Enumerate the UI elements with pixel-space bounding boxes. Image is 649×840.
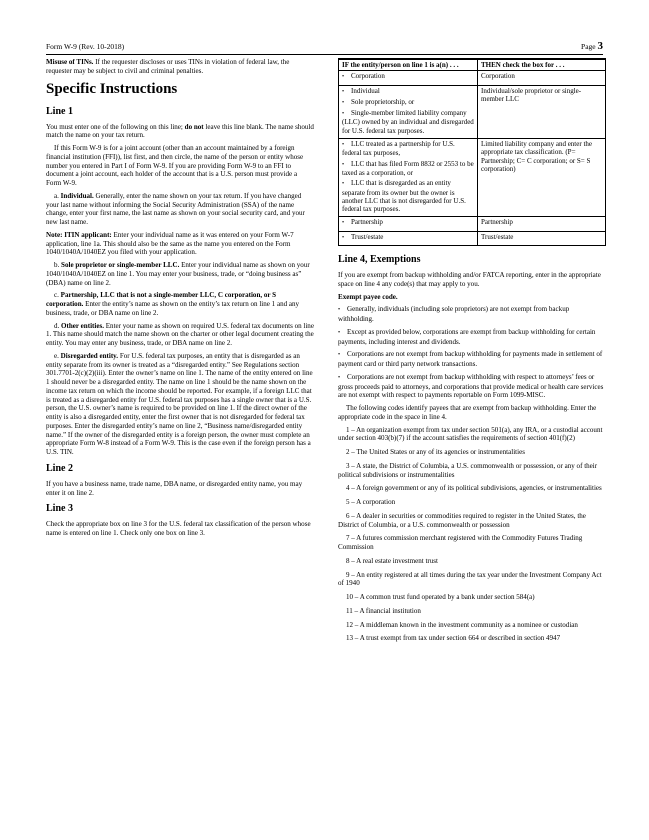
header-rule [46, 54, 603, 55]
line1-paragraph: You must enter one of the following on this line; do not leave this line blank. The name should match the name on your tax return. [46, 122, 314, 140]
list-item: • LLC that is disregarded as an entity separate from its owner but the owner is another LLC that is not disregarded for U.S. federal tax purposes. [342, 179, 474, 213]
specific-instructions-heading: Specific Instructions [46, 80, 178, 97]
table-header-checkbox: THEN check the box for . . . [478, 59, 606, 71]
itin-note-paragraph: Note: ITIN applicant: Enter your individual name as it was entered on your Form W-7 application, line 1a. This should also be the same as the name you entered on the Form 1040/1040A/1040EZ you filed with your application. [46, 230, 294, 257]
left-column [46, 58, 314, 542]
misuse-paragraph: Misuse of TINs. If the requester discloses or uses TINs in violation of federal law, the requester may be subject to civil and criminal penalties. [46, 58, 290, 75]
table-row: • Corporation Corporation [339, 71, 606, 85]
list-item: 10 – A common trust fund operated by a bank under section 584(a) [346, 593, 535, 602]
list-item: 9 – An entity registered at all times during the tax year under the Investment Company Act of 1940 [338, 570, 602, 588]
sole-proprietor-paragraph: b. Sole proprietor or single-member LLC. Enter your individual name as shown on your 1040/1040A/1040EZ on line 1. You may enter your business, trade, or “doing business as” (DBA) name on line 2. [46, 261, 310, 287]
right-column [338, 58, 606, 648]
page-number: Page 3 [581, 40, 603, 52]
exempt-codes-list [338, 426, 606, 644]
table-row: • Partnership Partnership [339, 217, 606, 231]
page-header [46, 40, 603, 54]
list-item: 3 – A state, the District of Columbia, a U.S. commonwealth or possession, or any of their political subdivisions or instrumentalities [338, 461, 598, 479]
line1-heading: Line 1 [46, 105, 73, 117]
list-item: • Partnership [342, 218, 474, 227]
codes-intro: The following codes identify payees that are exempt from backup withholding. Enter the appropriate code in the space in line 4. [338, 404, 597, 421]
form-label: Form W-9 (Rev. 10-2018) [46, 42, 125, 51]
list-item: 1 – An organization exempt from tax under section 501(a), any IRA, or a custodial account under section 403(b)(7) if the account satisfies the requirements of section 401(f)(2) [338, 425, 603, 443]
table-row: • LLC treated as a partnership for U.S. federal tax purposes, • LLC that has filed Form 8832 or 2553 to be taxed as a corporation, or • LLC that is disregarded as an entity separate from its owner but the owner is another LLC that is not disregarded for U.S. federal tax purposes. Limited liability company and enter the appropriate tax classification. (P= Partnership; C= C corporation; or S= S corporation) [339, 139, 606, 217]
line2-paragraph: If you have a business name, trade name, DBA name, or disregarded entity name, you may enter it on line 2. [46, 479, 303, 497]
list-item: • Generally, individuals (including sole proprietors) are not exempt from backup withholding. [338, 305, 606, 324]
list-item: • Single-member limited liability company (LLC) owned by an individual and disregarded for U.S. federal tax purposes. [342, 109, 474, 135]
entity-classification-table [338, 58, 606, 246]
list-item: 7 – A futures commission merchant registered with the Commodity Futures Trading Commission [338, 534, 583, 552]
joint-account-paragraph: If this Form W-9 is for a joint account (other than an account maintained by a foreign financial institution (FFI)), list first, and then circle, the name of the person or entity whose number you entered in Part I of Form W-9. If you are providing Form W-9 to an FFI to document a joint account, each holder of the account that is a U.S. person must provide a Form W-9. [46, 144, 304, 187]
list-item: 2 – The United States or any of its agencies or instrumentalities [346, 448, 525, 457]
list-item: • LLC treated as a partnership for U.S. federal tax purposes, [342, 140, 474, 158]
list-item: • Corporations are not exempt from backup withholding for payments made in settlement of payment card or third party network transactions. [338, 350, 606, 369]
list-item: 6 – A dealer in securities or commodities required to register in the United States, the District of Columbia, or a U.S. commonwealth or possession [338, 511, 586, 529]
list-item: 12 – A middleman known in the investment community as a nominee or custodian [346, 620, 578, 629]
exempt-payee-heading: Exempt payee code. [338, 292, 398, 301]
list-item: 8 – A real estate investment trust [346, 556, 438, 565]
list-item: • Corporations are not exempt from backup withholding with respect to attorneys’ fees or gross proceeds paid to attorneys, and corporations that provide medical or health care services are not exempt with respect to payments reportable on Form 1099-MISC. [338, 373, 606, 400]
line4-heading: Line 4, Exemptions [338, 254, 421, 266]
table-header-row [339, 59, 606, 71]
list-item: • Sole proprietorship, or [342, 98, 474, 107]
table-row: • Trust/estate Trust/estate [339, 231, 606, 245]
table-header-entity: IF the entity/person on line 1 is a(n) . . . [339, 59, 478, 71]
disregarded-entity-paragraph: e. Disregarded entity. For U.S. federal tax purposes, an entity that is disregarded as an entity separate from its owner is treated as a “disregarded entity.” See Regulations section 301.7701-2(c)(2)(iii). Enter the owner’s name on line 1. The name of the entity entered on line 1 should never be a disregarded entity. The name on line 1 should be the name shown on the income tax return on which the income should be reported. For example, if a foreign LLC that is treated as a disregarded entity for U.S. federal tax purposes has a single owner that is a U.S. person, the U.S. owner’s name is required to be provided on line 1. If the direct owner of the entity is also a disregarded entity, enter the first owner that is not disregarded for federal tax purposes. Enter the disregarded entity’s name on line 2, “Business name/disregarded entity name.” If the owner of the disregarded entity is a foreign person, the owner must complete an appropriate Form W-8 instead of a Form W-9. This is the case even if the foreign person has a U.S. TIN. [46, 351, 313, 456]
list-item: 4 – A foreign government or any of its political subdivisions, agencies, or instrumentalities [346, 484, 602, 493]
list-item: • Individual [342, 87, 474, 96]
line3-heading: Line 3 [46, 503, 73, 515]
partnership-paragraph: c. Partnership, LLC that is not a single-member LLC, C corporation, or S corporation. Enter the entity’s name as shown on the entity’s tax return on line 1 and any business, trade, or DBA name on line 2. [46, 291, 300, 317]
list-item: 11 – A financial institution [346, 606, 421, 615]
other-entities-paragraph: d. Other entities. Enter your name as shown on required U.S. federal tax documents on line 1. This name should match the name shown on the charter or other legal document creating the entity. You may enter any business, trade, or DBA name on line 2. [46, 321, 314, 347]
list-item: • Corporation [342, 72, 474, 81]
list-item: 5 – A corporation [346, 498, 396, 507]
line3-paragraph: Check the appropriate box on line 3 for the U.S. federal tax classification of the person whose name is entered on line 1. Check only one box on line 3. [46, 520, 311, 537]
list-item: • Trust/estate [342, 233, 474, 242]
line2-heading: Line 2 [46, 462, 73, 474]
table-row: • Individual • Sole proprietorship, or • Single-member limited liability company (LLC) owned by an individual and disregarded for U.S. federal tax purposes. Individual/sole proprietor or single-member LLC [339, 85, 606, 138]
list-item: • Except as provided below, corporations are exempt from backup withholding for certain payments, including interest and dividends. [338, 328, 606, 347]
list-item: • LLC that has filed Form 8832 or 2553 to be taxed as a corporation, or [342, 160, 474, 178]
list-item: 13 – A trust exempt from tax under section 664 or described in section 4947 [346, 634, 561, 643]
individual-paragraph: a. Individual. Generally, enter the name shown on your tax return. If you have changed your last name without informing the Social Security Administration (SSA) of the name change, enter your first name, the last name as shown on your social security card, and your new last name. [46, 191, 305, 226]
line4-intro: If you are exempt from backup withholding and/or FATCA reporting, enter in the appropriate space on line 4 any code(s) that may apply to you. [338, 271, 601, 288]
